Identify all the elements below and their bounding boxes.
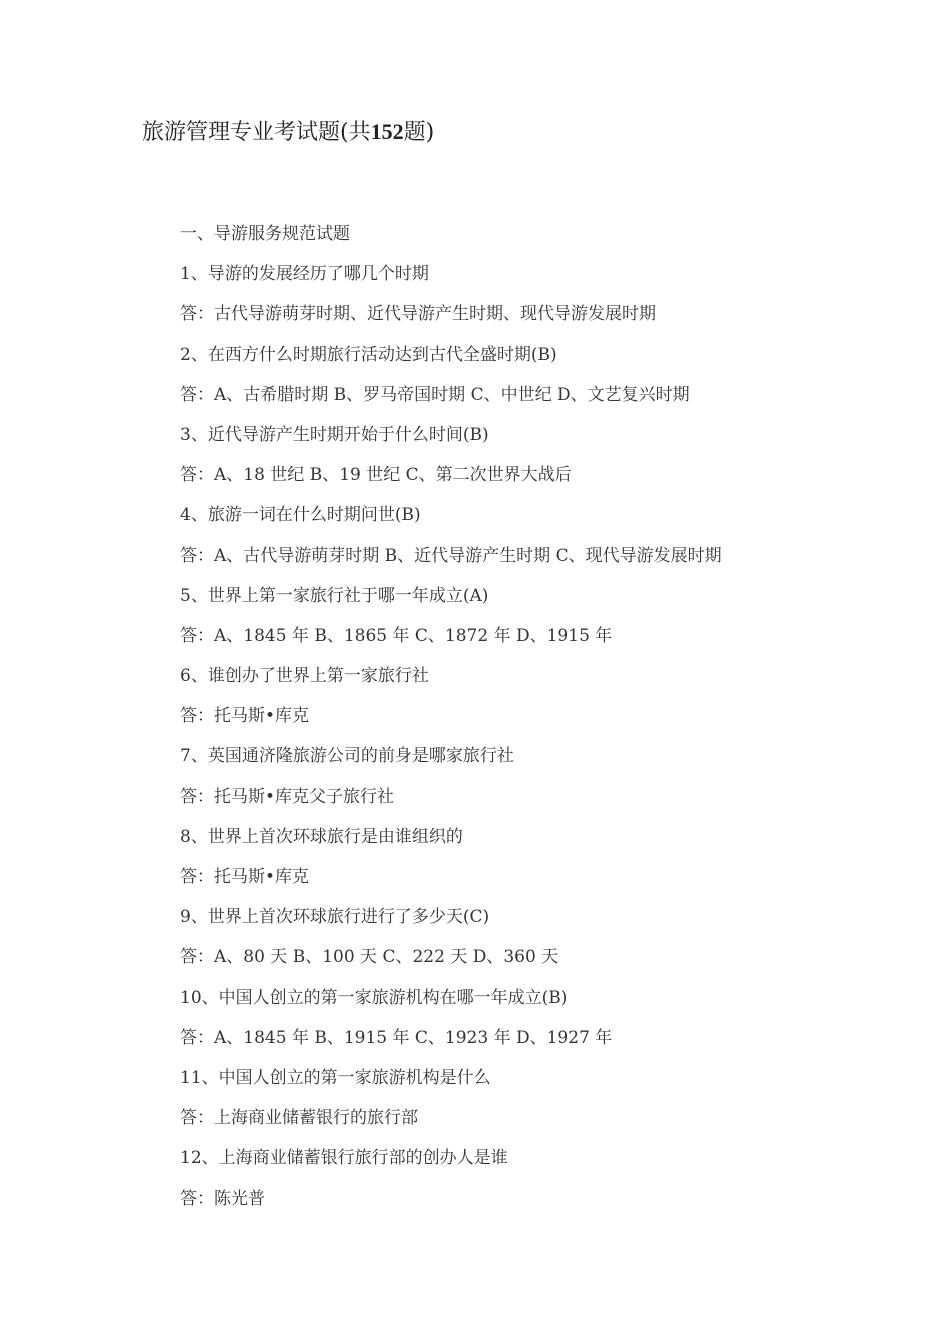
answer-5: 答：A、1845 年 B、1865 年 C、1872 年 D、1915 年	[180, 625, 613, 646]
question-2: 2、在西方什么时期旅行活动达到古代全盛时期(B)	[180, 344, 557, 365]
answer-10: 答：A、1845 年 B、1915 年 C、1923 年 D、1927 年	[180, 1027, 613, 1048]
title-question-count: 152	[370, 119, 404, 144]
answer-12: 答：陈光普	[180, 1188, 265, 1209]
question-12: 12、上海商业储蓄银行旅行部的创办人是谁	[180, 1148, 508, 1169]
answer-2: 答：A、古希腊时期 B、罗马帝国时期 C、中世纪 D、文艺复兴时期	[180, 384, 690, 405]
document-body	[180, 214, 880, 1219]
question-1: 1、导游的发展经历了哪几个时期	[180, 264, 429, 285]
question-4: 4、旅游一词在什么时期问世(B)	[180, 505, 421, 526]
question-9: 9、世界上首次环球旅行进行了多少天(C)	[180, 907, 490, 928]
question-11: 11、中国人创立的第一家旅游机构是什么	[180, 1067, 491, 1088]
answer-4: 答：A、古代导游萌芽时期 B、近代导游产生时期 C、现代导游发展时期	[180, 545, 722, 566]
title-suffix: 题)	[403, 120, 435, 145]
question-3: 3、近代导游产生时期开始于什么时间(B)	[180, 424, 489, 445]
question-8: 8、世界上首次环球旅行是由谁组织的	[180, 826, 463, 847]
title-prefix: 旅游管理专业考试题(共	[142, 120, 371, 145]
answer-6: 答：托马斯•库克	[180, 706, 310, 727]
section-heading: 一、导游服务规范试题	[180, 224, 350, 244]
question-7: 7、英国通济隆旅游公司的前身是哪家旅行社	[180, 746, 514, 767]
answer-9: 答：A、80 天 B、100 天 C、222 天 D、360 天	[180, 947, 559, 968]
document-title	[142, 116, 434, 149]
answer-1: 答：古代导游萌芽时期、近代导游产生时期、现代导游发展时期	[180, 304, 656, 325]
question-5: 5、世界上第一家旅行社于哪一年成立(A)	[180, 585, 489, 606]
answer-11: 答：上海商业储蓄银行的旅行部	[180, 1108, 418, 1129]
question-6: 6、谁创办了世界上第一家旅行社	[180, 666, 429, 687]
question-10: 10、中国人创立的第一家旅游机构在哪一年成立(B)	[180, 987, 568, 1008]
answer-3: 答：A、18 世纪 B、19 世纪 C、第二次世界大战后	[180, 465, 572, 486]
answer-8: 答：托马斯•库克	[180, 867, 310, 887]
answer-7: 答：托马斯•库克父子旅行社	[180, 786, 395, 807]
